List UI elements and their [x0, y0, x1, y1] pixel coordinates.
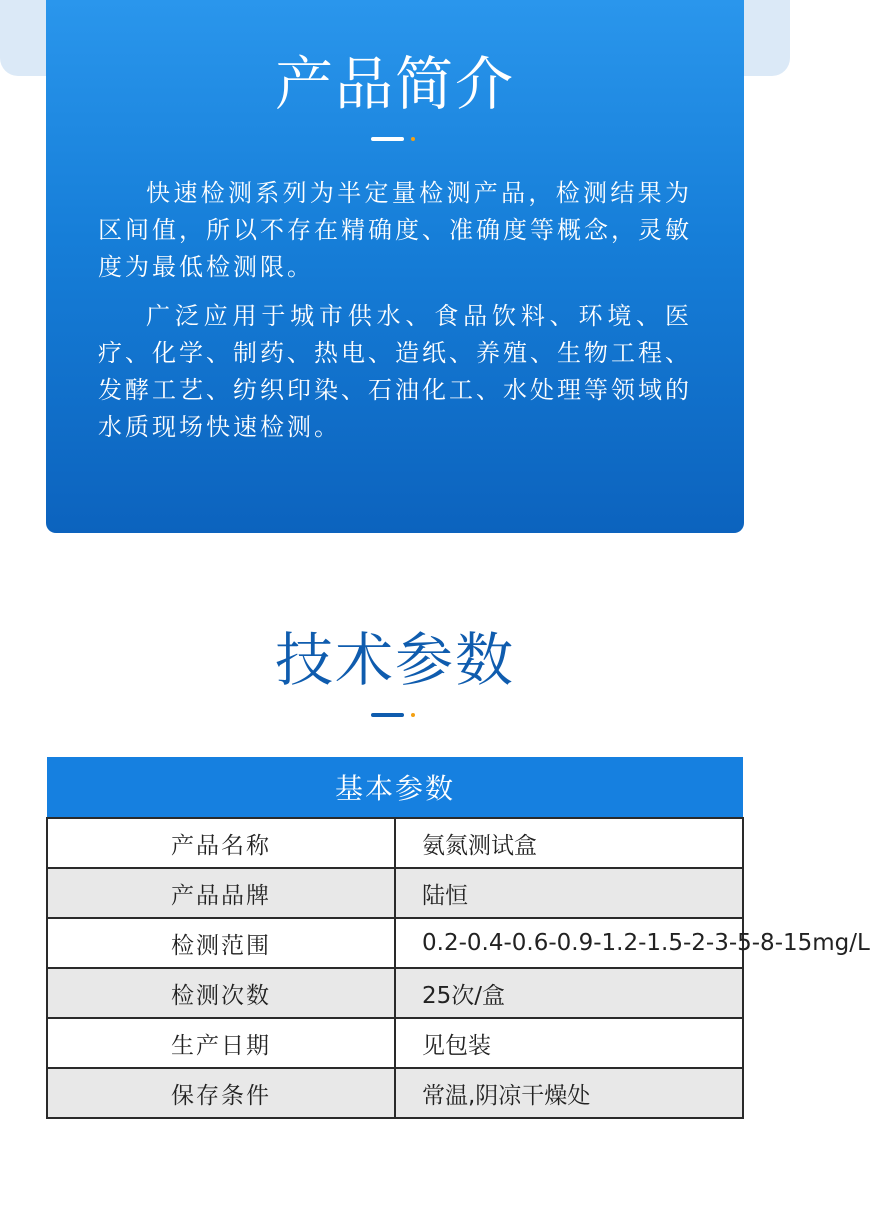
- intro-body: [98, 175, 692, 458]
- row-value: 25次/盒: [395, 968, 743, 1018]
- row-label: 检测范围: [47, 918, 395, 968]
- table-row: [47, 868, 743, 918]
- underline-dot: [411, 137, 415, 141]
- table-row: [47, 1068, 743, 1118]
- table-row: [47, 968, 743, 1018]
- table-row: [47, 918, 743, 968]
- spec-table-header-row: [47, 757, 743, 818]
- row-label: 产品名称: [47, 818, 395, 868]
- intro-title: 产品简介: [274, 50, 515, 118]
- row-value: 陆恒: [395, 868, 743, 918]
- row-value: 常温,阴凉干燥处: [395, 1068, 743, 1118]
- row-label: 保存条件: [47, 1068, 395, 1118]
- row-value: 氨氮测试盒: [395, 818, 743, 868]
- table-row: [47, 818, 743, 868]
- product-intro-card: [46, 0, 744, 533]
- spec-table-header: 基本参数: [47, 757, 743, 818]
- row-label: 检测次数: [47, 968, 395, 1018]
- spec-table: [46, 757, 870, 1119]
- underline-bar: [371, 137, 404, 141]
- intro-paragraph-2: 广泛应用于城市供水、食品饮料、环境、医疗、化学、制药、热电、造纸、养殖、生物工程、发酵工艺、纺织印染、石油化工、水处理等领域的水质现场快速检测。: [98, 302, 692, 441]
- row-label: 产品品牌: [47, 868, 395, 918]
- underline-bar: [371, 713, 404, 717]
- intro-paragraph-1: 快速检测系列为半定量检测产品，检测结果为区间值，所以不存在精确度、准确度等概念，灵敏度为最低检测限。: [98, 179, 692, 281]
- underline-dot: [411, 713, 415, 717]
- row-value: 0.2-0.4-0.6-0.9-1.2-1.5-2-3-5-8-15mg/L: [395, 918, 743, 968]
- tech-params-title: 技术参数: [274, 626, 515, 694]
- row-label: 生产日期: [47, 1018, 395, 1068]
- row-value: 见包装: [395, 1018, 743, 1068]
- table-row: [47, 1018, 743, 1068]
